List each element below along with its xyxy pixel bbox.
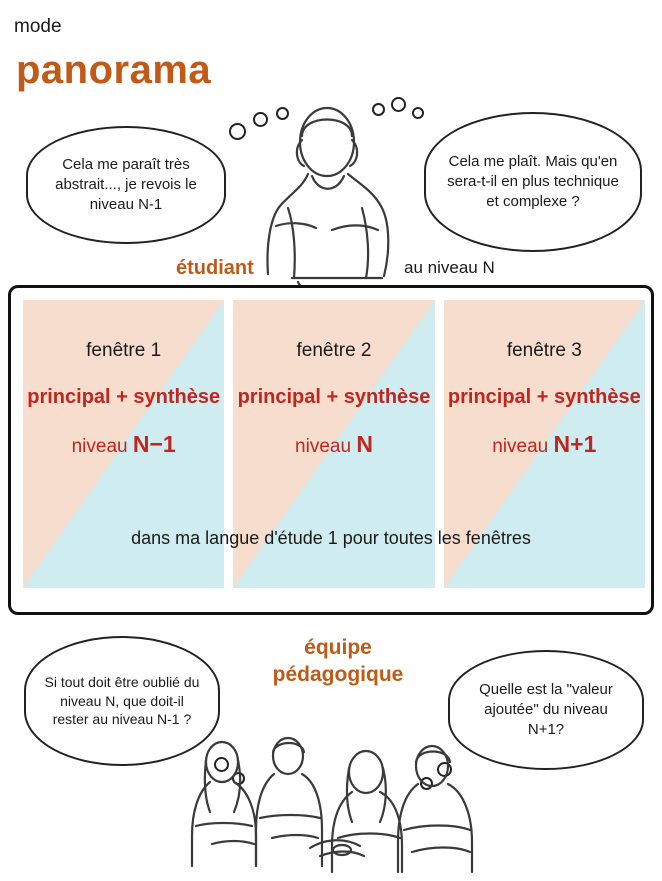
window-level-value: N — [356, 431, 373, 457]
window-level-prefix: niveau — [71, 436, 133, 457]
thought-bubble-student-left — [26, 126, 226, 244]
thought-dot-icon — [391, 97, 406, 112]
window-title: fenêtre 3 — [506, 340, 582, 361]
window-level — [233, 431, 434, 458]
window-title: fenêtre 2 — [296, 340, 372, 361]
team-role-label: équipe pédagogique — [272, 636, 404, 687]
page-title: panorama — [16, 48, 212, 92]
thought-bubble-team-right-text: Quelle est la "valeur ajoutée" du niveau N+1? — [479, 680, 613, 739]
window-level-value: N−1 — [132, 431, 176, 457]
thought-bubble-student-left-text: Cela me paraît très abstrait..., je revois le niveau N-1 — [55, 155, 197, 214]
student-level-label: au niveau N — [404, 258, 495, 277]
window-content: principal + synthèse — [447, 386, 641, 408]
thought-dot-icon — [412, 107, 424, 119]
window-level-prefix: niveau — [295, 436, 357, 457]
window-level-prefix: niveau — [492, 436, 554, 457]
thought-dot-icon — [372, 103, 385, 116]
team-illustration — [160, 726, 510, 876]
student-role-label: étudiant — [176, 257, 254, 279]
window-level-value: N+1 — [553, 431, 597, 457]
window-content: principal + synthèse — [237, 386, 431, 408]
thought-dot-icon — [253, 112, 268, 127]
window-level — [444, 431, 645, 458]
mode-label: mode — [14, 16, 62, 37]
thought-bubble-student-right-text: Cela me plaît. Mais qu'en sera-t-il en plus technique et complexe ? — [447, 152, 619, 211]
thought-bubble-student-right — [424, 112, 642, 252]
window-title: fenêtre 1 — [86, 340, 162, 361]
window-level — [23, 431, 224, 458]
windows-panel — [8, 285, 654, 615]
window-content: principal + synthèse — [27, 386, 221, 408]
thought-dot-icon — [229, 123, 246, 140]
thought-dot-icon — [276, 107, 289, 120]
thought-bubble-team-left-text: Si tout doit être oublié du niveau N, que doit-il rester au niveau N-1 ? — [44, 673, 200, 728]
panel-footnote: dans ma langue d'étude 1 pour toutes les fenêtres — [131, 528, 531, 548]
